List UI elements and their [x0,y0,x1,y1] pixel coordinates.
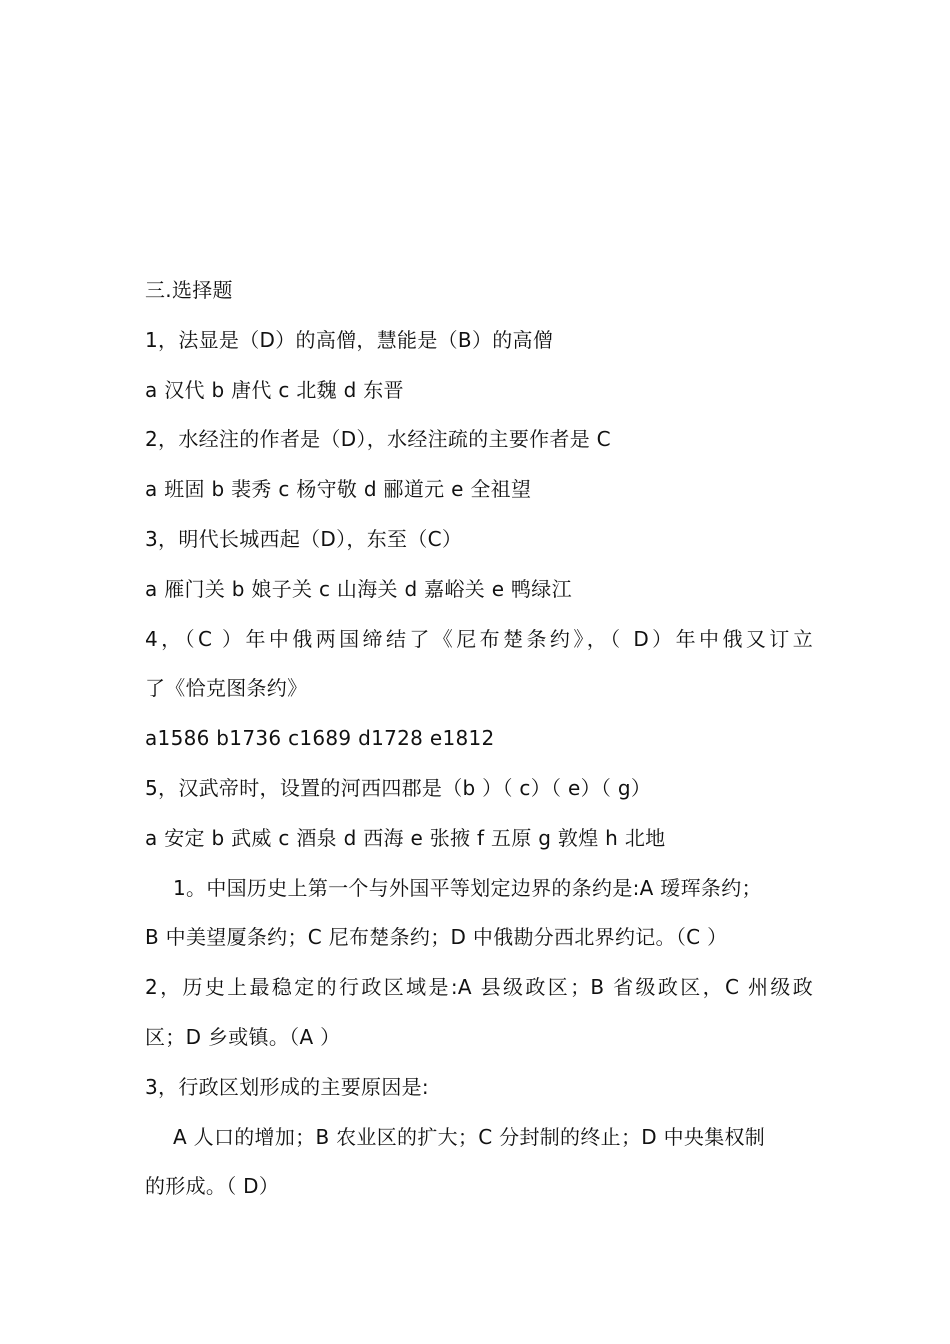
question-1-options: a 汉代 b 唐代 c 北魏 d 东晋 [145,377,404,402]
question-b1-line-1: 1。中国历史上第一个与外国平等划定边界的条约是:A 瑷珲条约； [173,875,762,900]
question-2: 2，水经注的作者是（D），水经注疏的主要作者是 C [145,427,611,452]
question-5-options: a 安定 b 武威 c 酒泉 d 西海 e 张掖 f 五原 g 敦煌 h 北地 [145,825,666,850]
question-b2-line-1: 2，历史上最稳定的行政区域是:A 县级政区；B 省级政区，C 州级政 [145,975,813,1000]
question-3-options: a 雁门关 b 娘子关 c 山海关 d 嘉峪关 e 鸭绿江 [145,576,572,601]
question-5: 5，汉武帝时，设置的河西四郡是（b ）（ c）（ e）（ g） [145,775,652,800]
question-3: 3，明代长城西起（D），东至（C） [145,526,463,551]
section-heading: 三.选择题 [145,278,233,302]
question-b3-line-3: 的形成。（ D） [145,1174,280,1199]
question-b3-line-2: A 人口的增加；B 农业区的扩大；C 分封制的终止；D 中央集权制 [173,1124,766,1149]
question-1: 1，法显是（D）的高僧，慧能是（B）的高僧 [145,327,554,352]
document-body [145,266,813,1212]
question-b2-line-2: 区；D 乡或镇。（A ） [145,1024,341,1049]
question-2-options: a 班固 b 裴秀 c 杨守敬 d 郦道元 e 全祖望 [145,477,532,502]
question-4-line-2: 了《恰克图条约》 [145,676,308,701]
question-b1-line-2: B 中美望厦条约；C 尼布楚条约；D 中俄勘分西北界约记。（C ） [145,925,728,950]
question-4-line-1: 4，（C ）年中俄两国缔结了《尼布楚条约》，（ D）年中俄又订立 [145,626,813,651]
question-4-options: a1586 b1736 c1689 d1728 e1812 [145,726,495,751]
question-b3-line-1: 3，行政区划形成的主要原因是: [145,1074,429,1099]
